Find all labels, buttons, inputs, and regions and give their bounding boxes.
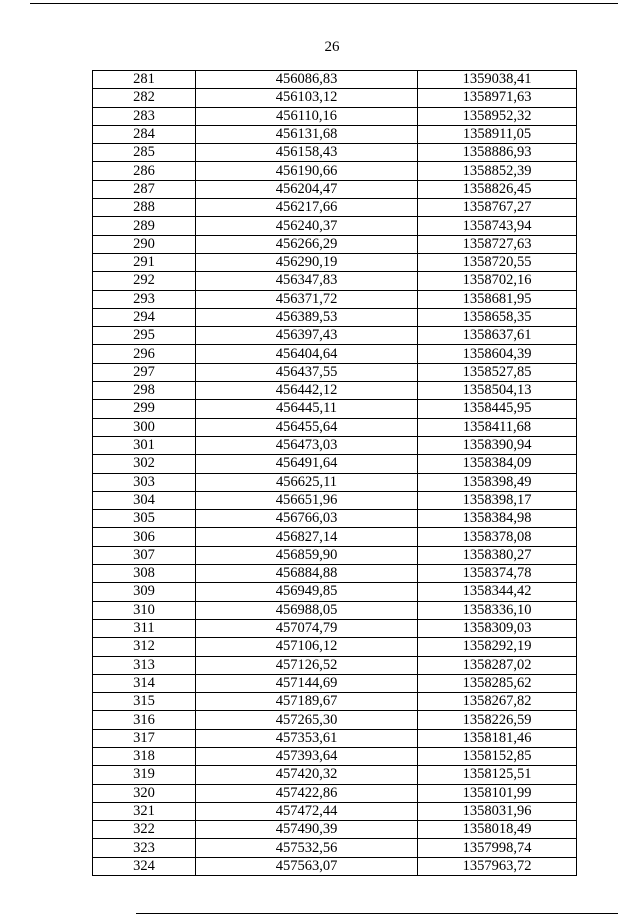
table-row (93, 71, 577, 89)
y-coordinate-cell: 1358604,39 (418, 345, 577, 363)
y-coordinate-cell: 1358971,63 (418, 89, 577, 107)
table-row (93, 418, 577, 436)
table-row (93, 308, 577, 326)
x-coordinate-cell: 456766,03 (196, 510, 418, 528)
x-coordinate-cell: 456371,72 (196, 290, 418, 308)
x-coordinate-cell: 456290,19 (196, 253, 418, 271)
y-coordinate-cell: 1358384,09 (418, 455, 577, 473)
point-number-cell: 316 (93, 711, 196, 729)
table-row (93, 839, 577, 857)
table-row (93, 327, 577, 345)
x-coordinate-cell: 457353,61 (196, 729, 418, 747)
x-coordinate-cell: 456827,14 (196, 528, 418, 546)
x-coordinate-cell: 457472,44 (196, 802, 418, 820)
point-number-cell: 290 (93, 235, 196, 253)
x-coordinate-cell: 457490,39 (196, 821, 418, 839)
y-coordinate-cell: 1358767,27 (418, 199, 577, 217)
point-number-cell: 311 (93, 619, 196, 637)
x-coordinate-cell: 456949,85 (196, 583, 418, 601)
table-row (93, 747, 577, 765)
x-coordinate-cell: 456397,43 (196, 327, 418, 345)
table-row (93, 528, 577, 546)
table-row (93, 436, 577, 454)
table-row (93, 180, 577, 198)
table-row (93, 290, 577, 308)
table-row (93, 473, 577, 491)
y-coordinate-cell: 1358380,27 (418, 546, 577, 564)
table-row (93, 162, 577, 180)
coordinates-table-body (93, 71, 577, 876)
x-coordinate-cell: 457126,52 (196, 656, 418, 674)
point-number-cell: 305 (93, 510, 196, 528)
point-number-cell: 288 (93, 199, 196, 217)
table-row (93, 510, 577, 528)
point-number-cell: 304 (93, 491, 196, 509)
x-coordinate-cell: 456445,11 (196, 400, 418, 418)
x-coordinate-cell: 456158,43 (196, 144, 418, 162)
y-coordinate-cell: 1358504,13 (418, 382, 577, 400)
point-number-cell: 297 (93, 363, 196, 381)
y-coordinate-cell: 1359038,41 (418, 71, 577, 89)
table-row (93, 199, 577, 217)
x-coordinate-cell: 456884,88 (196, 565, 418, 583)
point-number-cell: 303 (93, 473, 196, 491)
x-coordinate-cell: 456103,12 (196, 89, 418, 107)
y-coordinate-cell: 1358384,98 (418, 510, 577, 528)
point-number-cell: 281 (93, 71, 196, 89)
y-coordinate-cell: 1358267,82 (418, 693, 577, 711)
x-coordinate-cell: 456404,64 (196, 345, 418, 363)
x-coordinate-cell: 456437,55 (196, 363, 418, 381)
x-coordinate-cell: 456190,66 (196, 162, 418, 180)
table-row (93, 766, 577, 784)
table-row (93, 619, 577, 637)
y-coordinate-cell: 1358378,08 (418, 528, 577, 546)
point-number-cell: 295 (93, 327, 196, 345)
x-coordinate-cell: 456651,96 (196, 491, 418, 509)
x-coordinate-cell: 456110,16 (196, 107, 418, 125)
y-coordinate-cell: 1358743,94 (418, 217, 577, 235)
y-coordinate-cell: 1358702,16 (418, 272, 577, 290)
x-coordinate-cell: 456204,47 (196, 180, 418, 198)
y-coordinate-cell: 1358374,78 (418, 565, 577, 583)
table-row (93, 729, 577, 747)
y-coordinate-cell: 1358527,85 (418, 363, 577, 381)
x-coordinate-cell: 457106,12 (196, 638, 418, 656)
point-number-cell: 285 (93, 144, 196, 162)
table-row (93, 89, 577, 107)
x-coordinate-cell: 456131,68 (196, 125, 418, 143)
table-row (93, 802, 577, 820)
point-number-cell: 306 (93, 528, 196, 546)
point-number-cell: 293 (93, 290, 196, 308)
table-row (93, 363, 577, 381)
point-number-cell: 314 (93, 674, 196, 692)
point-number-cell: 300 (93, 418, 196, 436)
x-coordinate-cell: 456217,66 (196, 199, 418, 217)
point-number-cell: 292 (93, 272, 196, 290)
y-coordinate-cell: 1358152,85 (418, 747, 577, 765)
table-row (93, 144, 577, 162)
point-number-cell: 308 (93, 565, 196, 583)
y-coordinate-cell: 1358101,99 (418, 784, 577, 802)
y-coordinate-cell: 1358285,62 (418, 674, 577, 692)
point-number-cell: 313 (93, 656, 196, 674)
table-row (93, 400, 577, 418)
table-row (93, 546, 577, 564)
y-coordinate-cell: 1357963,72 (418, 857, 577, 875)
x-coordinate-cell: 456266,29 (196, 235, 418, 253)
x-coordinate-cell: 456455,64 (196, 418, 418, 436)
point-number-cell: 312 (93, 638, 196, 656)
coordinates-table (92, 70, 577, 876)
table-row (93, 821, 577, 839)
x-coordinate-cell: 457189,67 (196, 693, 418, 711)
point-number-cell: 299 (93, 400, 196, 418)
point-number-cell: 317 (93, 729, 196, 747)
y-coordinate-cell: 1358658,35 (418, 308, 577, 326)
y-coordinate-cell: 1358826,45 (418, 180, 577, 198)
x-coordinate-cell: 457563,07 (196, 857, 418, 875)
y-coordinate-cell: 1358390,94 (418, 436, 577, 454)
point-number-cell: 286 (93, 162, 196, 180)
table-row (93, 638, 577, 656)
y-coordinate-cell: 1358336,10 (418, 601, 577, 619)
point-number-cell: 282 (93, 89, 196, 107)
x-coordinate-cell: 457532,56 (196, 839, 418, 857)
y-coordinate-cell: 1358287,02 (418, 656, 577, 674)
table-row (93, 235, 577, 253)
table-row (93, 345, 577, 363)
point-number-cell: 298 (93, 382, 196, 400)
x-coordinate-cell: 457420,32 (196, 766, 418, 784)
x-coordinate-cell: 456491,64 (196, 455, 418, 473)
point-number-cell: 302 (93, 455, 196, 473)
y-coordinate-cell: 1358681,95 (418, 290, 577, 308)
point-number-cell: 289 (93, 217, 196, 235)
point-number-cell: 284 (93, 125, 196, 143)
point-number-cell: 324 (93, 857, 196, 875)
table-row (93, 711, 577, 729)
table-row (93, 784, 577, 802)
point-number-cell: 323 (93, 839, 196, 857)
top-rule (30, 3, 618, 4)
y-coordinate-cell: 1358292,19 (418, 638, 577, 656)
point-number-cell: 296 (93, 345, 196, 363)
x-coordinate-cell: 457393,64 (196, 747, 418, 765)
y-coordinate-cell: 1358398,17 (418, 491, 577, 509)
x-coordinate-cell: 456625,11 (196, 473, 418, 491)
point-number-cell: 307 (93, 546, 196, 564)
x-coordinate-cell: 456473,03 (196, 436, 418, 454)
point-number-cell: 315 (93, 693, 196, 711)
table-row (93, 857, 577, 875)
x-coordinate-cell: 457074,79 (196, 619, 418, 637)
y-coordinate-cell: 1358031,96 (418, 802, 577, 820)
y-coordinate-cell: 1358398,49 (418, 473, 577, 491)
y-coordinate-cell: 1358018,49 (418, 821, 577, 839)
point-number-cell: 309 (93, 583, 196, 601)
y-coordinate-cell: 1358309,03 (418, 619, 577, 637)
point-number-cell: 294 (93, 308, 196, 326)
y-coordinate-cell: 1358720,55 (418, 253, 577, 271)
point-number-cell: 322 (93, 821, 196, 839)
point-number-cell: 287 (93, 180, 196, 198)
x-coordinate-cell: 457422,86 (196, 784, 418, 802)
x-coordinate-cell: 457265,30 (196, 711, 418, 729)
point-number-cell: 291 (93, 253, 196, 271)
table-row (93, 601, 577, 619)
y-coordinate-cell: 1358911,05 (418, 125, 577, 143)
point-number-cell: 321 (93, 802, 196, 820)
table-row (93, 217, 577, 235)
table-row (93, 272, 577, 290)
y-coordinate-cell: 1358445,95 (418, 400, 577, 418)
y-coordinate-cell: 1358952,32 (418, 107, 577, 125)
point-number-cell: 319 (93, 766, 196, 784)
y-coordinate-cell: 1358852,39 (418, 162, 577, 180)
x-coordinate-cell: 457144,69 (196, 674, 418, 692)
point-number-cell: 310 (93, 601, 196, 619)
y-coordinate-cell: 1358727,63 (418, 235, 577, 253)
table-row (93, 565, 577, 583)
table-row (93, 253, 577, 271)
table-row (93, 125, 577, 143)
x-coordinate-cell: 456442,12 (196, 382, 418, 400)
point-number-cell: 283 (93, 107, 196, 125)
y-coordinate-cell: 1358344,42 (418, 583, 577, 601)
x-coordinate-cell: 456347,83 (196, 272, 418, 290)
table-row (93, 693, 577, 711)
table-row (93, 583, 577, 601)
table-row (93, 107, 577, 125)
x-coordinate-cell: 456859,90 (196, 546, 418, 564)
y-coordinate-cell: 1358125,51 (418, 766, 577, 784)
y-coordinate-cell: 1358886,93 (418, 144, 577, 162)
point-number-cell: 320 (93, 784, 196, 802)
x-coordinate-cell: 456389,53 (196, 308, 418, 326)
y-coordinate-cell: 1358226,59 (418, 711, 577, 729)
y-coordinate-cell: 1358181,46 (418, 729, 577, 747)
page-number: 26 (324, 39, 340, 55)
bottom-rule (136, 913, 618, 914)
point-number-cell: 301 (93, 436, 196, 454)
table-row (93, 674, 577, 692)
table-row (93, 455, 577, 473)
point-number-cell: 318 (93, 747, 196, 765)
x-coordinate-cell: 456240,37 (196, 217, 418, 235)
table-row (93, 382, 577, 400)
table-row (93, 656, 577, 674)
y-coordinate-cell: 1357998,74 (418, 839, 577, 857)
y-coordinate-cell: 1358637,61 (418, 327, 577, 345)
table-row (93, 491, 577, 509)
x-coordinate-cell: 456988,05 (196, 601, 418, 619)
x-coordinate-cell: 456086,83 (196, 71, 418, 89)
y-coordinate-cell: 1358411,68 (418, 418, 577, 436)
